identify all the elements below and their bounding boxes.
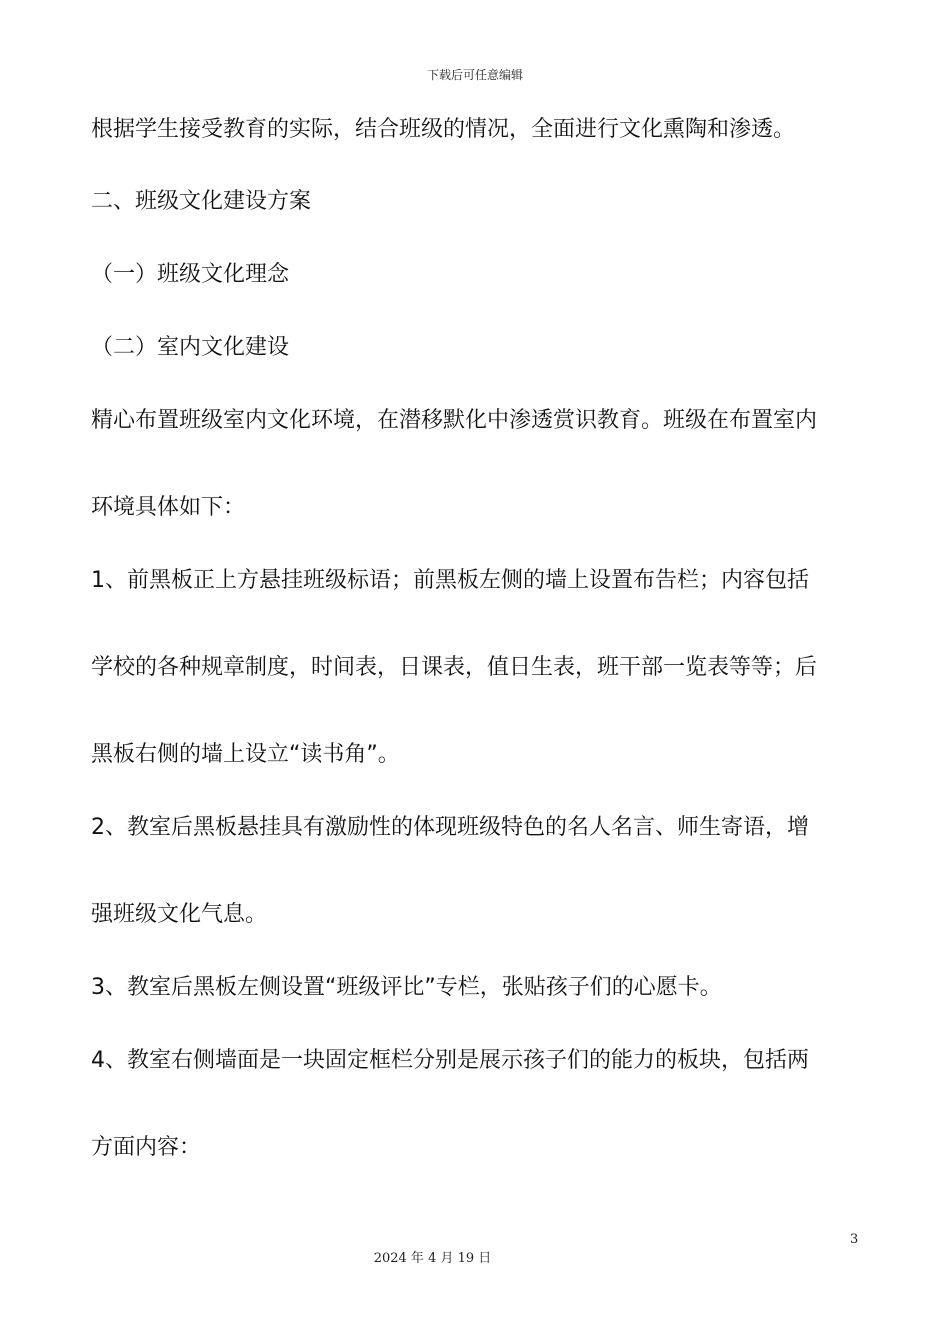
subsection-heading-1: （一）班级文化理念 (91, 262, 290, 287)
list-item-1-line-1: 1、前黑板正上方悬挂班级标语；前黑板左侧的墙上设置布告栏；内容包括 (91, 568, 809, 593)
body-line-6: 环境具体如下： (91, 495, 246, 520)
body-line-1: 根据学生接受教育的实际，结合班级的情况，全面进行文化熏陶和渗透。 (91, 117, 796, 142)
list-item-1-line-3: 黑板右侧的墙上设立“读书角”。 (91, 742, 400, 767)
list-item-1-line-2: 学校的各种规章制度，时间表，日课表，值日生表，班干部一览表等等；后 (91, 655, 818, 680)
list-item-4-line-1: 4、教室右侧墙面是一块固定框栏分别是展示孩子们的能力的板块，包括两 (91, 1048, 809, 1073)
subsection-heading-2: （二）室内文化建设 (91, 335, 290, 360)
page-number: 3 (850, 1232, 859, 1247)
list-item-2-line-2: 强班级文化气息。 (91, 902, 268, 927)
list-item-4-line-2: 方面内容： (91, 1135, 202, 1160)
page-header: 下载后可任意编辑 (426, 68, 523, 82)
body-line-5: 精心布置班级室内文化环境，在潜移默化中渗透赏识教育。班级在布置室内 (91, 408, 818, 433)
list-item-2-line-1: 2、教室后黑板悬挂具有激励性的体现班级特色的名人名言、师生寄语，增 (91, 815, 809, 840)
footer-date: 2024 年 4 月 19 日 (373, 1251, 492, 1266)
section-heading: 二、班级文化建设方案 (91, 189, 312, 214)
list-item-3: 3、教室后黑板左侧设置“班级评比”专栏，张贴孩子们的心愿卡。 (91, 975, 722, 1000)
